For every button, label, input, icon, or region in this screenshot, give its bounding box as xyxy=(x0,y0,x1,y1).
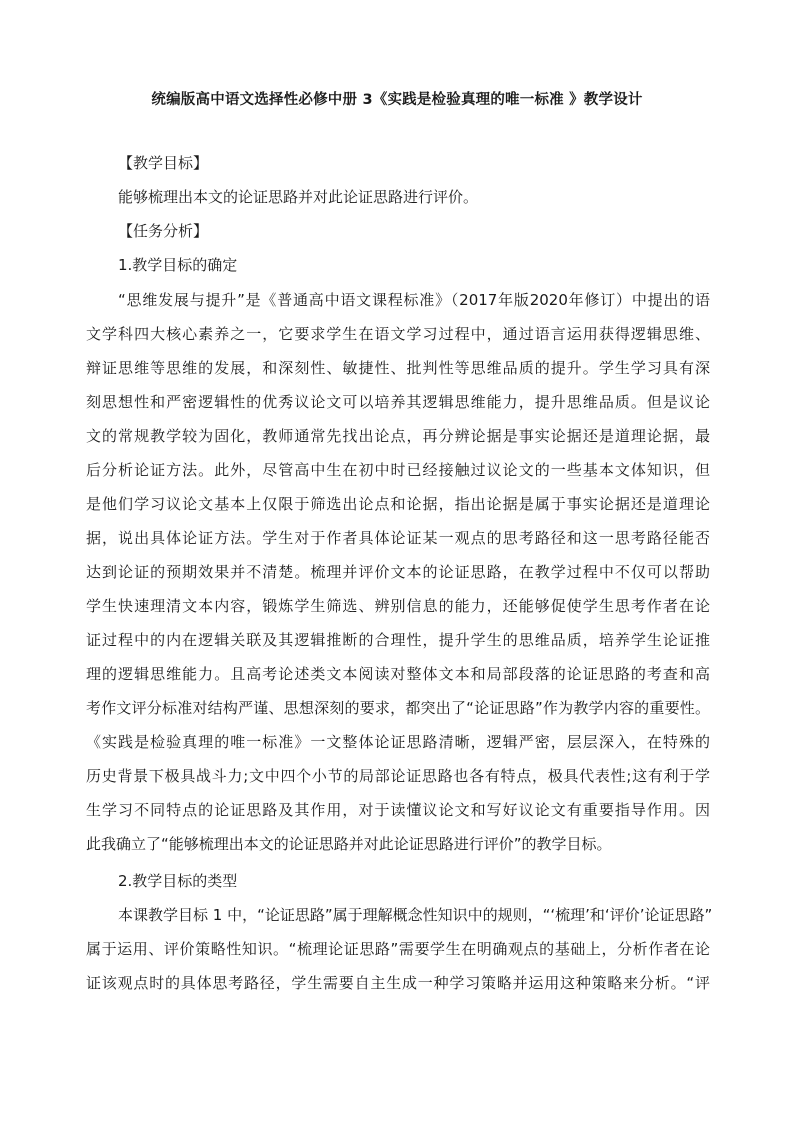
subsection-1-heading: 1.教学目标的确定 xyxy=(118,256,238,274)
text-line: 后分析论证方法。此外，尽管高中生在初中时已经接触过议论文的一些基本文体知识，但 xyxy=(86,461,710,479)
document-title: 统编版高中语文选择性必修中册 3《实践是检验真理的唯一标准 》教学设计 xyxy=(151,92,643,108)
text-line: 证该观点时的具体思考路径，学生需要自主生成一种学习策略并运用这种策略来分析。“评 xyxy=(86,974,710,992)
text-line: 证过程中的内在逻辑关联及其逻辑推断的合理性，提升学生的思维品质，培养学生论证推 xyxy=(86,631,710,649)
text-line: “思维发展与提升”是《普通高中语文课程标准》（2017年版2020年修订）中提出的语 xyxy=(118,291,710,309)
text-line: 历史背景下极具战斗力;文中四个小节的局部论证思路也各有特点，极具代表性;这有利于学 xyxy=(86,767,710,785)
text-line: 是他们学习议论文基本上仅限于筛选出论点和论据，指出论据是属于事实论据还是道理论 xyxy=(86,495,710,513)
text-line: 刻思想性和严密逻辑性的优秀议论文可以培养其逻辑思维能力，提升思维品质。但是议论 xyxy=(86,393,710,411)
analysis-heading: 【任务分析】 xyxy=(118,222,209,240)
text-line: 《实践是检验真理的唯一标准》一文整体论证思路清晰，逻辑严密，层层深入，在特殊的 xyxy=(86,733,710,751)
text-line: 属于运用、评价策略性知识。“梳理论证思路”需要学生在明确观点的基础上，分析作者在论 xyxy=(86,940,710,958)
text-line: 文学科四大核心素养之一，它要求学生在语文学习过程中，通过语言运用获得逻辑思维、 xyxy=(86,325,710,343)
goal-text: 能够梳理出本文的论证思路并对此论证思路进行评价。 xyxy=(118,188,479,206)
text-line: 文的常规教学较为固化，教师通常先找出论点，再分辨论据是事实论据还是道理论据，最 xyxy=(86,427,710,445)
text-line: 理的逻辑思维能力。且高考论述类文本阅读对整体文本和局部段落的论证思路的考查和高 xyxy=(86,665,710,683)
subsection-2-heading: 2.教学目标的类型 xyxy=(118,872,238,890)
text-line: 据，说出具体论证方法。学生对于作者具体论证某一观点的思考路径和这一思考路径能否 xyxy=(86,529,710,547)
text-line: 辩证思维等思维的发展，和深刻性、敏捷性、批判性等思维品质的提升。学生学习具有深 xyxy=(86,359,710,377)
text-line: 考作文评分标准对结构严谨、思想深刻的要求，都突出了“论证思路”作为教学内容的重要性。 xyxy=(86,699,710,717)
text-line: 学生快速理清文本内容，锻炼学生筛选、辨别信息的能力，还能够促使学生思考作者在论 xyxy=(86,597,710,615)
text-line: 本课教学目标 1 中，“论证思路”属于理解概念性知识中的规则，“‘梳理’和‘评价’论证思路” xyxy=(118,906,713,924)
goal-heading: 【教学目标】 xyxy=(118,154,209,172)
text-line: 达到论证的预期效果并不清楚。梳理并评价文本的论证思路，在教学过程中不仅可以帮助 xyxy=(86,563,710,581)
text-line: 此我确立了“能够梳理出本文的论证思路并对此论证思路进行评价”的教学目标。 xyxy=(86,835,612,853)
text-line: 生学习不同特点的论证思路及其作用，对于读懂议论文和写好议论文有重要指导作用。因 xyxy=(86,801,710,819)
